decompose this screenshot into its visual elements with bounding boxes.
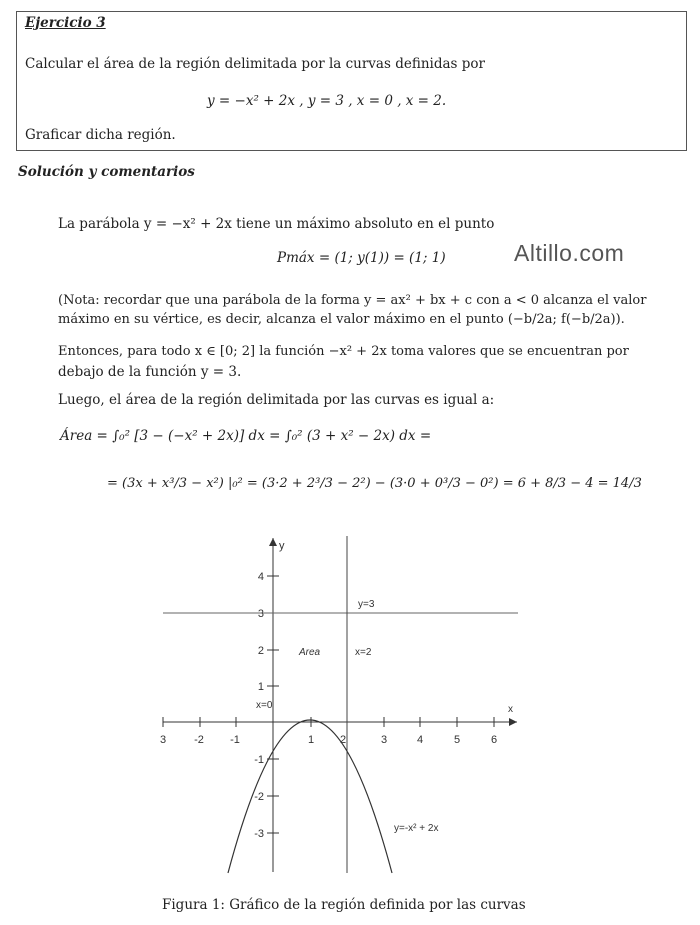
x-tick-label: 6 <box>490 734 498 746</box>
equation-line-1: Área = ∫₀² [3 − (−x² + 2x)] dx = ∫₀² (3 + x² − 2x) dx = <box>60 428 432 444</box>
label-area: Area <box>299 647 321 658</box>
exercise-curves: y = −x² + 2x , y = 3 , x = 0 , x = 2. <box>207 93 447 109</box>
exercise-title: Ejercicio 3 <box>25 15 106 31</box>
x-tick-label: 1 <box>307 734 315 746</box>
y-tick-label: 3 <box>257 608 264 620</box>
maximum-point: Pmáx = (1; y(1)) = (1; 1) <box>277 250 446 266</box>
y-axis-label: y <box>279 540 285 552</box>
y-tick-label: 1 <box>257 681 264 693</box>
x-tick-label: 3 <box>380 734 388 746</box>
paragraph-2-line-1: Entonces, para todo x ∈ [0; 2] la función −x² + 2x toma valores que se encuentran por <box>58 344 629 359</box>
y-tick-label: -3 <box>254 828 264 840</box>
x-axis-label: x <box>508 704 513 715</box>
solution-paragraph-1: La parábola y = −x² + 2x tiene un máximo absoluto en el punto <box>58 216 495 232</box>
equation-line-2: = (3x + x³/3 − x²) |₀² = (3·2 + 2³/3 − 2²) − (3·0 + 0³/3 − 0²) = 6 + 8/3 − 4 = 14/3 <box>107 476 642 491</box>
x-tick-label: 4 <box>416 734 424 746</box>
label-parabola: y=-x² + 2x <box>394 823 439 834</box>
exercise-statement: Calcular el área de la región delimitada por la curvas definidas por <box>25 56 485 72</box>
label-x-0: x=0 <box>256 700 273 711</box>
watermark: Altillo.com <box>514 240 625 266</box>
exercise-instruction: Graficar dicha región. <box>25 127 176 143</box>
x-tick-label: -2 <box>194 734 204 746</box>
paragraph-3: Luego, el área de la región delimitada por las curvas es igual a: <box>58 392 495 408</box>
y-tick-label: -2 <box>254 791 264 803</box>
y-tick-label: -1 <box>254 754 264 766</box>
x-tick-label: -1 <box>230 734 240 746</box>
x-axis-arrow-icon <box>509 718 517 726</box>
paragraph-2-line-2: debajo de la función y = 3. <box>58 364 242 380</box>
solution-heading: Solución y comentarios <box>18 164 195 180</box>
y-axis-arrow-icon <box>269 538 277 546</box>
region-graph <box>0 520 700 890</box>
figure-caption: Figura 1: Gráfico de la región definida por las curvas <box>162 897 526 913</box>
x-tick-label: 3 <box>159 734 167 746</box>
label-x-2: x=2 <box>355 647 372 658</box>
label-y-3: y=3 <box>358 599 375 610</box>
x-tick-label: 2 <box>339 734 347 746</box>
x-tick-label: 5 <box>453 734 461 746</box>
note-line-1: (Nota: recordar que una parábola de la forma y = ax² + bx + c con a < 0 alcanza el valor <box>58 293 647 308</box>
y-tick-label: 4 <box>257 571 264 583</box>
note-line-2: máximo en su vértice, es decir, alcanza el valor máximo en el punto (−b/2a; f(−b/2a)). <box>58 312 625 327</box>
y-tick-label: 2 <box>257 645 264 657</box>
